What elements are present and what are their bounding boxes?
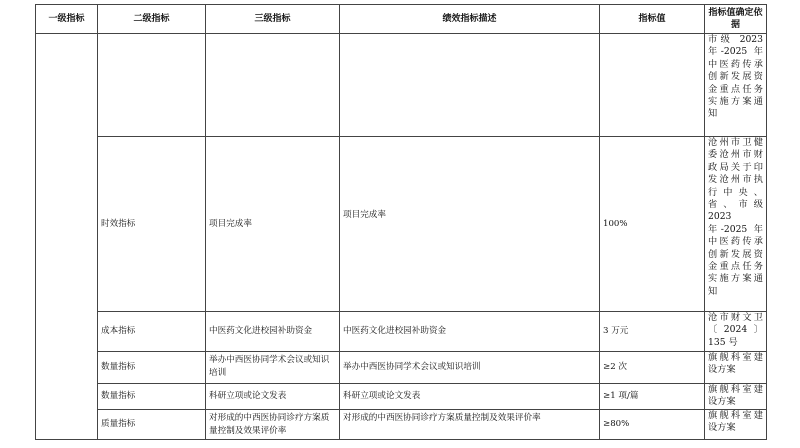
level3-cell: 中医药文化进校园补助资金 xyxy=(206,312,340,352)
value-cell: ≥1 项/篇 xyxy=(600,384,705,410)
header-basis: 指标值确定依据 xyxy=(705,5,767,34)
header-description: 绩效指标描述 xyxy=(340,5,600,34)
basis-cell: 旗舰科室建设方案 xyxy=(705,352,767,384)
basis-cell: 旗舰科室建设方案 xyxy=(705,409,767,439)
table-row xyxy=(36,409,767,439)
level1-cell xyxy=(36,34,98,440)
value-cell: 100% xyxy=(600,137,705,312)
basis-cell: 沧市财文卫〔2024〕135 号 xyxy=(705,312,767,352)
description-cell: 项目完成率 xyxy=(340,137,600,312)
header-level1: 一级指标 xyxy=(36,5,98,34)
level3-cell: 对形成的中西医协同诊疗方案质量控制及效果评价率 xyxy=(206,409,340,439)
table-row xyxy=(36,352,767,384)
description-cell: 举办中西医协同学术会议或知识培训 xyxy=(340,352,600,384)
level2-cell: 质量指标 xyxy=(98,409,206,439)
description-cell: 中医药文化进校园补助资金 xyxy=(340,312,600,352)
table-row xyxy=(36,137,767,312)
header-value: 指标值 xyxy=(600,5,705,34)
level2-cell xyxy=(98,34,206,137)
header-level2: 二级指标 xyxy=(98,5,206,34)
level2-cell: 成本指标 xyxy=(98,312,206,352)
level2-cell: 数量指标 xyxy=(98,352,206,384)
performance-indicator-table xyxy=(35,4,767,440)
description-cell: 科研立项或论文发表 xyxy=(340,384,600,410)
value-cell xyxy=(600,34,705,137)
level3-cell: 举办中西医协同学术会议或知识培训 xyxy=(206,352,340,384)
table-row xyxy=(36,34,767,137)
level2-cell: 时效指标 xyxy=(98,137,206,312)
value-cell: ≥80% xyxy=(600,409,705,439)
basis-cell: 市级 2023 年-2025 年中医药传承创新发展资金重点任务实施方案通知 xyxy=(705,34,767,137)
level3-cell: 项目完成率 xyxy=(206,137,340,312)
basis-cell: 沧州市卫健委沧州市财政局关于印发沧州市执行中央、省、市级 2023 年-2025 年中医药传承创新发展资金重点任务实施方案通知 xyxy=(705,137,767,312)
value-cell: ≥2 次 xyxy=(600,352,705,384)
level3-cell xyxy=(206,34,340,137)
table-row xyxy=(36,384,767,410)
description-cell: 对形成的中西医协同诊疗方案质量控制及效果评价率 xyxy=(340,409,600,439)
header-level3: 三级指标 xyxy=(206,5,340,34)
value-cell: 3 万元 xyxy=(600,312,705,352)
table-header-row xyxy=(36,5,767,34)
level3-cell: 科研立项或论文发表 xyxy=(206,384,340,410)
table-row xyxy=(36,312,767,352)
level2-cell: 数量指标 xyxy=(98,384,206,410)
basis-cell: 旗舰科室建设方案 xyxy=(705,384,767,410)
description-cell xyxy=(340,34,600,137)
